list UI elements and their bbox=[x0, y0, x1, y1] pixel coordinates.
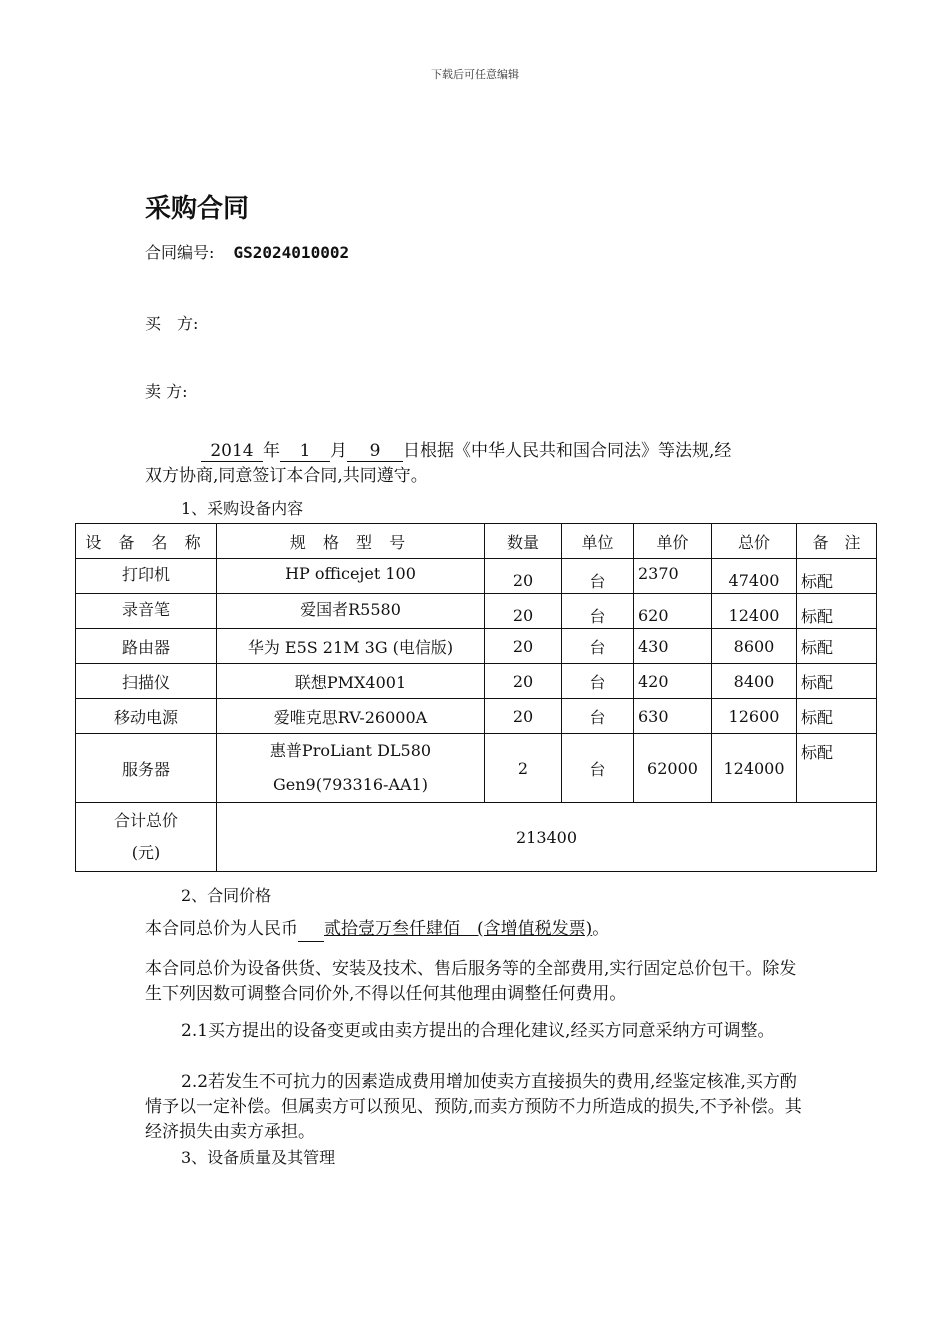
row-note: 标配 bbox=[797, 559, 877, 594]
row-total: 124000 bbox=[712, 734, 797, 803]
row-price: 620 bbox=[634, 594, 712, 629]
seller-label: 卖 方: bbox=[145, 382, 188, 401]
header-name: 设 备 名 称 bbox=[76, 524, 217, 559]
contract-number-label: 合同编号: bbox=[145, 243, 215, 262]
table-header-row bbox=[76, 524, 877, 559]
row-model: HP officejet 100 bbox=[217, 559, 485, 594]
row-total: 12600 bbox=[712, 699, 797, 734]
row-name: 移动电源 bbox=[76, 699, 217, 734]
row-unit: 台 bbox=[562, 559, 634, 594]
row-note: 标配 bbox=[797, 699, 877, 734]
table-row bbox=[76, 664, 877, 699]
row-total: 8400 bbox=[712, 664, 797, 699]
row-qty: 2 bbox=[485, 734, 562, 803]
row-name: 录音笔 bbox=[76, 594, 217, 629]
clause-2-1: 2.1买方提出的设备变更或由卖方提出的合理化建议,经买方同意采纳方可调整。 bbox=[181, 1021, 775, 1041]
buyer-label: 买 方: bbox=[145, 314, 199, 333]
row-name: 路由器 bbox=[76, 629, 217, 664]
row-qty: 20 bbox=[485, 559, 562, 594]
row-unit: 台 bbox=[562, 629, 634, 664]
date-month: 1 bbox=[280, 441, 330, 462]
row-model: 爱国者R5580 bbox=[217, 594, 485, 629]
equipment-table bbox=[75, 523, 877, 872]
row-unit: 台 bbox=[562, 594, 634, 629]
server-model-line2: Gen9(793316-AA1) bbox=[273, 775, 428, 794]
row-total: 47400 bbox=[712, 559, 797, 594]
price-paragraph: 本合同总价为设备供货、安装及技术、售后服务等的全部费用,实行固定总价包干。除发生下列因数可调整合同价外,不得以任何其他理由调整任何费用。 bbox=[145, 959, 797, 1004]
row-note: 标配 bbox=[797, 734, 877, 803]
row-qty: 20 bbox=[485, 699, 562, 734]
sum-label bbox=[76, 803, 217, 872]
year-suffix: 年 bbox=[263, 441, 280, 461]
header-qty: 数量 bbox=[485, 524, 562, 559]
row-name: 扫描仪 bbox=[76, 664, 217, 699]
price-prefix: 本合同总价为人民币 bbox=[145, 919, 298, 939]
row-name: 服务器 bbox=[76, 734, 217, 803]
sum-label-line1: 合计总价 bbox=[113, 811, 178, 830]
header-note: 备 注 bbox=[797, 524, 877, 559]
row-unit: 台 bbox=[562, 664, 634, 699]
row-unit: 台 bbox=[562, 699, 634, 734]
row-model: 爱唯克思RV-26000A bbox=[217, 699, 485, 734]
intro-line2: 双方协商,同意签订本合同,共同遵守。 bbox=[145, 466, 428, 486]
row-qty: 20 bbox=[485, 594, 562, 629]
row-qty: 20 bbox=[485, 664, 562, 699]
header-note: 下载后可任意编辑 bbox=[431, 68, 519, 81]
section-1-heading: 1、采购设备内容 bbox=[181, 499, 304, 518]
price-line bbox=[145, 917, 810, 942]
date-year: 2014 bbox=[201, 441, 263, 462]
section-2-heading: 2、合同价格 bbox=[181, 886, 272, 905]
page-title: 采购合同 bbox=[145, 194, 250, 224]
row-note: 标配 bbox=[797, 664, 877, 699]
row-price: 2370 bbox=[634, 559, 712, 594]
sum-label-line2: (元) bbox=[131, 843, 161, 862]
intro-rest-line1: 日根据《中华人民共和国合同法》等法规,经 bbox=[403, 441, 732, 461]
table-row bbox=[76, 699, 877, 734]
row-name: 打印机 bbox=[76, 559, 217, 594]
header-unit: 单位 bbox=[562, 524, 634, 559]
contract-number-line bbox=[145, 241, 349, 265]
price-words: 贰拾壹万叁仟肆佰 (含增值税发票) bbox=[324, 919, 593, 939]
table-sum-row bbox=[76, 803, 877, 872]
table-row-server bbox=[76, 734, 877, 803]
row-unit: 台 bbox=[562, 734, 634, 803]
row-model: 联想PMX4001 bbox=[217, 664, 485, 699]
price-underline-pad bbox=[298, 921, 324, 942]
row-qty: 20 bbox=[485, 629, 562, 664]
intro-paragraph bbox=[145, 439, 810, 489]
date-day: 9 bbox=[347, 441, 403, 462]
row-price: 62000 bbox=[634, 734, 712, 803]
month-suffix: 月 bbox=[330, 441, 347, 461]
row-total: 12400 bbox=[712, 594, 797, 629]
sum-value: 213400 bbox=[217, 803, 877, 872]
table-row bbox=[76, 629, 877, 664]
row-total: 8600 bbox=[712, 629, 797, 664]
row-note: 标配 bbox=[797, 629, 877, 664]
clause-2-2: 2.2若发生不可抗力的因素造成费用增加使卖方直接损失的费用,经鉴定核准,买方酌情予以一定补偿。但属卖方可以预见、预防,而卖方预防不力所造成的损失,不予补偿。其经济损失由卖方承担。 bbox=[145, 1072, 802, 1142]
header-model: 规 格 型 号 bbox=[217, 524, 485, 559]
server-model-line1: 惠普ProLiant DL580 bbox=[269, 741, 432, 760]
row-model bbox=[217, 734, 485, 803]
row-model: 华为 E5S 21M 3G (电信版) bbox=[217, 629, 485, 664]
row-price: 420 bbox=[634, 664, 712, 699]
header-total: 总价 bbox=[712, 524, 797, 559]
table-row bbox=[76, 594, 877, 629]
price-suffix: 。 bbox=[592, 919, 610, 939]
row-price: 430 bbox=[634, 629, 712, 664]
row-price: 630 bbox=[634, 699, 712, 734]
header-price: 单价 bbox=[634, 524, 712, 559]
section-3-heading: 3、设备质量及其管理 bbox=[181, 1148, 336, 1167]
table-row bbox=[76, 559, 877, 594]
contract-number-value: GS2024010002 bbox=[233, 243, 350, 262]
row-note: 标配 bbox=[797, 594, 877, 629]
